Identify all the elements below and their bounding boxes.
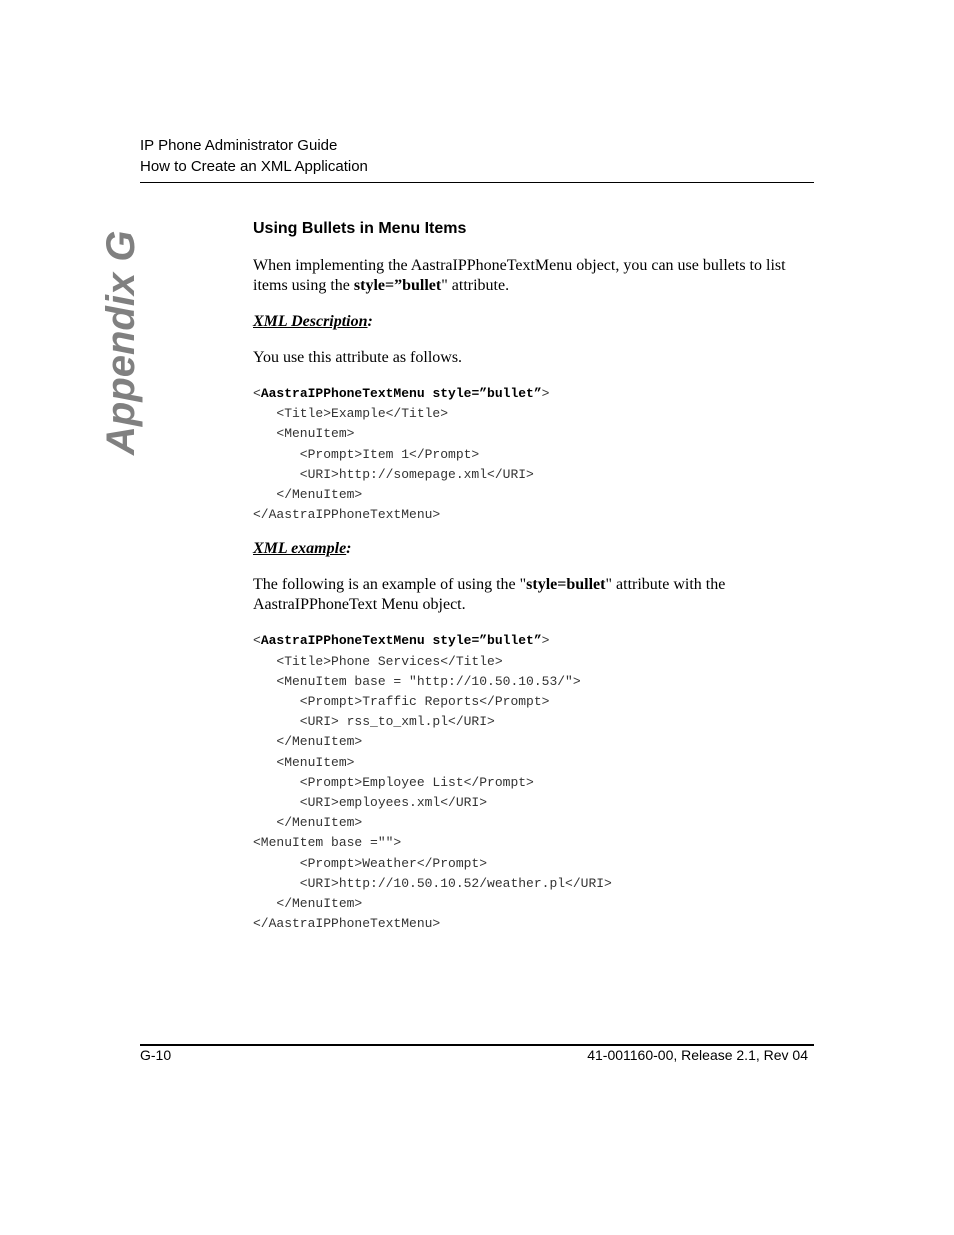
description-code-block: <AastraIPPhoneTextMenu style=”bullet”> <Title>Example</Title> <MenuItem> <Prompt>Item 1</Prompt> <URI>http://somepage.xml</URI> </MenuItem> </AastraIPPhoneTextMenu> <box>253 386 550 523</box>
example-paragraph: The following is an example of using the "style=bullet" attribute with the AastraIPPhoneText Menu object. <box>253 576 726 614</box>
appendix-side-label: Appendix G <box>99 230 143 455</box>
page-number: G-10 <box>140 1047 172 1063</box>
page-header <box>140 135 368 177</box>
description-text: You use this attribute as follows. <box>253 349 463 366</box>
main-content <box>253 218 813 948</box>
xml-description-heading: XML Description: <box>253 313 373 330</box>
intro-paragraph: When implementing the AastraIPPhoneTextMenu object, you can use bullets to list items using the style=”bullet" attribute. <box>253 257 786 294</box>
example-attribute: style=bullet <box>526 576 606 594</box>
header-divider <box>140 182 814 183</box>
guide-title: IP Phone Administrator Guide <box>140 137 338 154</box>
example-code-block: <AastraIPPhoneTextMenu style=”bullet”> <Title>Phone Services</Title> <MenuItem base = "http://10.50.10.53/"> <Prompt>Traffic Reports</Prompt> <URI> rss_to_xml.pl</URI> </MenuItem> <MenuItem> <Prompt>Employee List</Prompt> <URI>employees.xml</URI> </MenuItem> <MenuItem base =""> <Prompt>Weather</Prompt> <URI>http://10.50.10.52/weather.pl</URI> </MenuItem> </AastraIPPhoneTextMenu> <box>253 633 612 932</box>
intro-attribute: style=”bullet <box>353 277 442 294</box>
section-title: Using Bullets in Menu Items <box>253 220 467 237</box>
footer-divider <box>140 1044 814 1046</box>
chapter-title: How to Create an XML Application <box>140 158 368 175</box>
xml-example-heading: XML example: <box>253 540 352 558</box>
document-id: 41-001160-00, Release 2.1, Rev 04 <box>587 1047 808 1063</box>
